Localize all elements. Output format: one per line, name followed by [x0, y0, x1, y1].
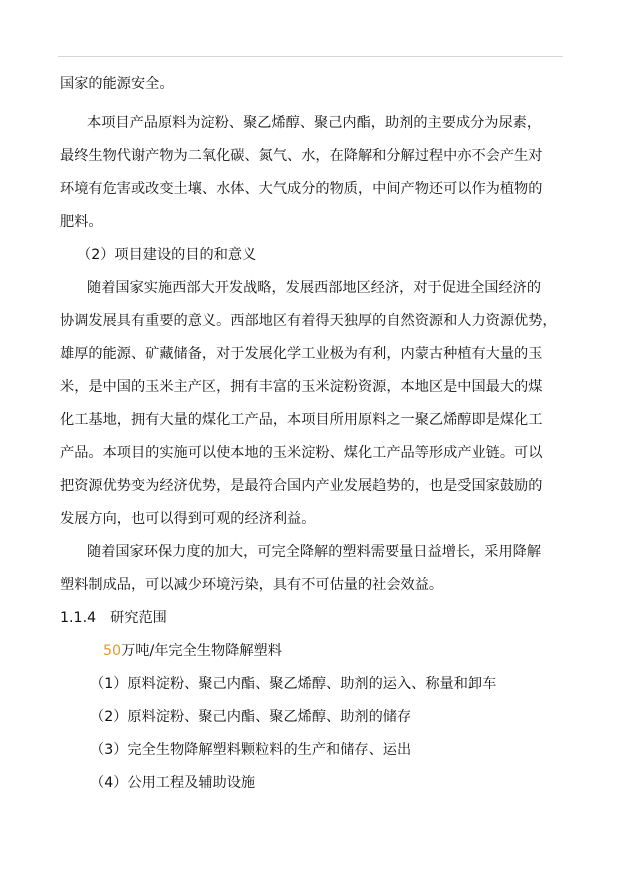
body-text-line: 国家的能源安全。: [60, 76, 174, 92]
body-text-line: 协调发展具有重要的意义。西部地区有着得天独厚的自然资源和人力资源优势，: [60, 313, 557, 329]
capacity-text: 万吨/年完全生物降解塑料: [121, 643, 282, 659]
body-text-line: 最终生物代谢产物为二氧化碳、氮气、水，在降解和分解过程中亦不会产生对: [60, 148, 543, 164]
body-text-line: 雄厚的能源、矿藏储备，对于发展化学工业极为有利，内蒙古种植有大量的玉: [60, 346, 543, 362]
body-text-line: 米，是中国的玉米主产区，拥有丰富的玉米淀粉资源，本地区是中国最大的煤: [60, 379, 543, 395]
body-text-line: 肥料。: [60, 214, 103, 230]
body-text-line: 把资源优势变为经济优势，是最符合国内产业发展趋势的，也是受国家鼓励的: [60, 478, 543, 494]
header-rule: [58, 56, 563, 57]
scope-capacity: [103, 642, 282, 660]
body-text-line: 化工基地，拥有大量的煤化工产品，本项目所用原料之一聚乙烯醇即是煤化工: [60, 412, 543, 428]
body-text-line: 随着国家环保力度的加大，可完全降解的塑料需要量日益增长，采用降解: [87, 544, 542, 560]
capacity-number: 50: [103, 643, 122, 659]
scope-item: （2）原料淀粉、聚己内酯、聚乙烯醇、助剂的储存: [90, 709, 412, 725]
scope-item: （1）原料淀粉、聚己内酯、聚乙烯醇、助剂的运入、称量和卸车: [90, 676, 497, 692]
body-text-line: 塑料制成品，可以减少环境污染，具有不可估量的社会效益。: [60, 577, 444, 593]
subsection-heading: [60, 609, 167, 627]
scope-item: （4）公用工程及辅助设施: [90, 775, 256, 791]
section-heading: （2）项目建设的目的和意义: [77, 247, 257, 263]
body-text-line: 环境有危害或改变土壤、水体、大气成分的物质，中间产物还可以作为植物的: [60, 181, 543, 197]
body-text-line: 本项目产品原料为淀粉、聚乙烯醇、聚己内酯，助剂的主要成分为尿素，: [87, 115, 542, 131]
body-text-line: 随着国家实施西部大开发战略，发展西部地区经济，对于促进全国经济的: [87, 280, 542, 296]
scope-item: （3）完全生物降解塑料颗粒料的生产和储存、运出: [90, 742, 412, 758]
body-text-line: 产品。本项目的实施可以使本地的玉米淀粉、煤化工产品等形成产业链。可以: [60, 445, 543, 461]
subsection-title: 研究范围: [110, 610, 167, 626]
subsection-number: 1.1.4: [60, 610, 97, 626]
body-text-line: 发展方向，也可以得到可观的经济利益。: [60, 511, 316, 527]
